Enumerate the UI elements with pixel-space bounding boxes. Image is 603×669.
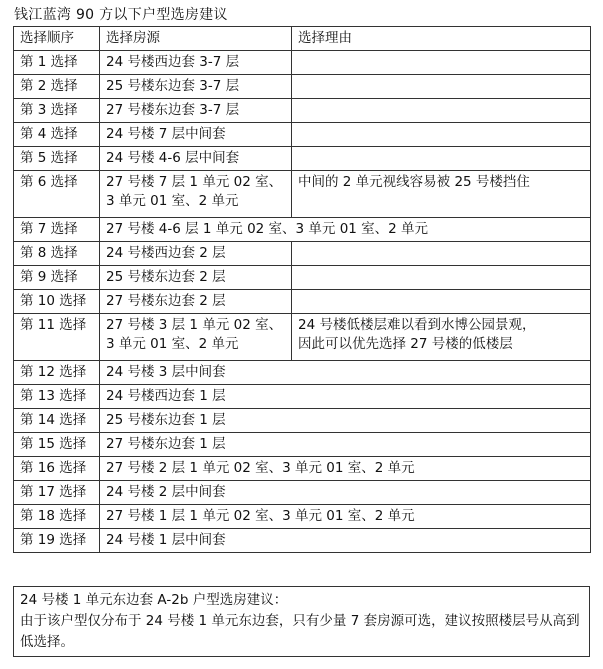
order-cell: 第 2 选择 <box>14 75 100 99</box>
reason-line: 因此可以优先选择 27 号楼的低楼层 <box>298 336 513 352</box>
order-cell: 第 19 选择 <box>14 529 100 553</box>
reason-cell <box>292 290 591 314</box>
source-cell-merged: 24 号楼 2 层中间套 <box>100 481 591 505</box>
advice-box <box>13 586 590 657</box>
table-row <box>14 409 591 433</box>
selection-table <box>13 26 591 553</box>
order-cell: 第 9 选择 <box>14 266 100 290</box>
source-cell <box>100 171 292 218</box>
advice-body: 由于该户型仅分布于 24 号楼 1 单元东边套，只有少量 7 套房源可选，建议按照楼层号从高到低选择。 <box>20 613 580 650</box>
table-header-row <box>14 27 591 51</box>
order-cell: 第 12 选择 <box>14 361 100 385</box>
order-cell: 第 16 选择 <box>14 457 100 481</box>
source-line: 3 单元 01 室、2 单元 <box>106 336 239 352</box>
reason-cell <box>292 51 591 75</box>
source-cell-merged: 27 号楼 1 层 1 单元 02 室、3 单元 01 室、2 单元 <box>100 505 591 529</box>
source-cell: 24 号楼 4-6 层中间套 <box>100 147 292 171</box>
reason-cell <box>292 171 591 218</box>
source-cell: 25 号楼东边套 3-7 层 <box>100 75 292 99</box>
order-cell: 第 10 选择 <box>14 290 100 314</box>
reason-cell <box>292 314 591 361</box>
header-cell-order: 选择顺序 <box>14 27 100 51</box>
order-cell: 第 11 选择 <box>14 314 100 361</box>
source-cell: 24 号楼西边套 3-7 层 <box>100 51 292 75</box>
table-row <box>14 171 591 218</box>
source-cell-merged: 24 号楼西边套 1 层 <box>100 385 591 409</box>
source-line: 3 单元 01 室、2 单元 <box>106 193 239 209</box>
source-cell-merged: 24 号楼 1 层中间套 <box>100 529 591 553</box>
order-cell: 第 8 选择 <box>14 242 100 266</box>
reason-line: 24 号楼低楼层难以看到水博公园景观， <box>298 317 536 333</box>
table-row <box>14 481 591 505</box>
table-row <box>14 290 591 314</box>
source-cell: 24 号楼西边套 2 层 <box>100 242 292 266</box>
table-row <box>14 123 591 147</box>
header-cell-reason: 选择理由 <box>292 27 591 51</box>
reason-line: 中间的 2 单元视线容易被 25 号楼挡住 <box>298 174 530 190</box>
source-cell-merged: 27 号楼东边套 1 层 <box>100 433 591 457</box>
reason-cell <box>292 266 591 290</box>
table-row <box>14 529 591 553</box>
document-title: 钱江蓝湾 90 方以下户型选房建议 <box>14 7 228 23</box>
order-cell: 第 13 选择 <box>14 385 100 409</box>
reason-cell <box>292 75 591 99</box>
table-row <box>14 75 591 99</box>
table-row <box>14 218 591 242</box>
order-cell: 第 14 选择 <box>14 409 100 433</box>
table-row <box>14 505 591 529</box>
source-cell: 25 号楼东边套 2 层 <box>100 266 292 290</box>
source-cell: 27 号楼东边套 3-7 层 <box>100 99 292 123</box>
table-row <box>14 457 591 481</box>
order-cell: 第 15 选择 <box>14 433 100 457</box>
table-row <box>14 51 591 75</box>
source-cell-merged: 24 号楼 3 层中间套 <box>100 361 591 385</box>
source-cell: 27 号楼东边套 2 层 <box>100 290 292 314</box>
table-row <box>14 433 591 457</box>
reason-cell <box>292 242 591 266</box>
reason-cell <box>292 99 591 123</box>
order-cell: 第 5 选择 <box>14 147 100 171</box>
advice-heading: 24 号楼 1 单元东边套 A-2b 户型选房建议： <box>20 592 288 608</box>
table-row <box>14 266 591 290</box>
order-cell: 第 18 选择 <box>14 505 100 529</box>
order-cell: 第 6 选择 <box>14 171 100 218</box>
order-cell: 第 3 选择 <box>14 99 100 123</box>
order-cell: 第 17 选择 <box>14 481 100 505</box>
source-cell-merged: 27 号楼 2 层 1 单元 02 室、3 单元 01 室、2 单元 <box>100 457 591 481</box>
order-cell: 第 1 选择 <box>14 51 100 75</box>
source-line: 27 号楼 7 层 1 单元 02 室、 <box>106 174 283 190</box>
table-row <box>14 361 591 385</box>
order-cell: 第 4 选择 <box>14 123 100 147</box>
header-cell-source: 选择房源 <box>100 27 292 51</box>
table-row <box>14 147 591 171</box>
reason-cell <box>292 147 591 171</box>
reason-cell <box>292 123 591 147</box>
source-line: 27 号楼 3 层 1 单元 02 室、 <box>106 317 283 333</box>
table-row <box>14 385 591 409</box>
source-cell: 24 号楼 7 层中间套 <box>100 123 292 147</box>
order-cell: 第 7 选择 <box>14 218 100 242</box>
table-row <box>14 314 591 361</box>
source-cell-merged: 25 号楼东边套 1 层 <box>100 409 591 433</box>
table-row <box>14 99 591 123</box>
source-cell <box>100 314 292 361</box>
table-row <box>14 242 591 266</box>
advice-content <box>14 587 590 657</box>
source-cell-merged: 27 号楼 4-6 层 1 单元 02 室、3 单元 01 室、2 单元 <box>100 218 591 242</box>
